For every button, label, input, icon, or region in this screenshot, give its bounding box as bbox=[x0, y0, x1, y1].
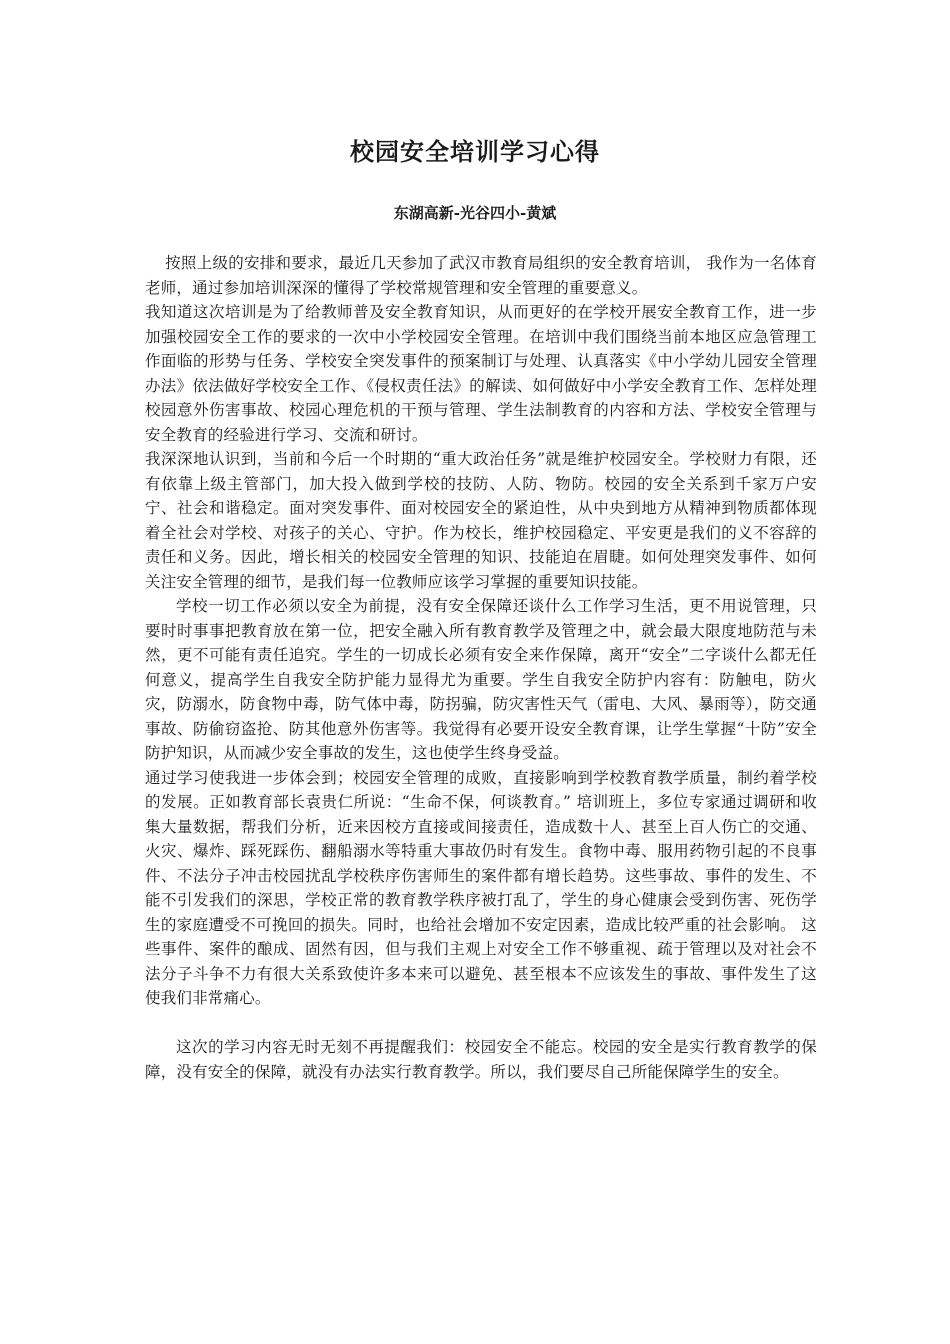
paragraph-4: 学校一切工作必须以安全为前提，没有安全保障还谈什么工作学习生活，更不用说管理，只要时时事事把教育放在第一位，把安全融入所有教育教学及管理之中，就会最大限度地防范与未然，更不可能有责任追究。学生的一切成长必须有安全来作保障，离开“安全”二字谈什么都无任何意义，提高学生自我安全防护能力显得尤为重要。学生自我安全防护内容有：防触电，防火灾，防溺水，防食物中毒，防气体中毒，防拐骗，防灾害性天气（雷电、大风、暴雨等），防交通事故、防偷窃盗抢、防其他意外伤害等。我觉得有必要开设安全教育课，让学生掌握“十防”安全防护知识，从而减少安全事故的发生，这也使学生终身受益。 bbox=[145, 597, 817, 762]
paragraph-spacer bbox=[145, 1011, 817, 1036]
document-title: 校园安全培训学习心得 bbox=[350, 137, 600, 166]
paragraph-3: 我深深地认识到，当前和今后一个时期的“重大政治任务”就是维护校园安全。学校财力有限，还有依靠上级主管部门，加大投入做到学校的技防、人防、物防。校园的安全关系到千家万户安宁、社会和谐稳定。面对突发事件、面对校园安全的紧迫性，从中央到地方从精神到物质都体现着全社会对学校、对孩子的关心、守护。作为校长，维护校园稳定、平安更是我们的义不容辞的责任和义务。因此，增长相关的校园安全管理的知识、技能迫在眉睫。如何处理突发事件、如何关注安全管理的细节，是我们每一位教师应该学习掌握的重要知识技能。 bbox=[145, 450, 817, 591]
paragraph-1: 按照上级的安排和要求，最近几天参加了武汉市教育局组织的安全教育培训， 我作为一名体育老师，通过参加培训深深的懂得了学校常规管理和安全管理的重要意义。 bbox=[145, 254, 817, 297]
document-body bbox=[145, 251, 817, 1084]
paragraph-5: 通过学习使我进一步体会到；校园安全管理的成败，直接影响到学校教育教学质量，制约着学校的发展。正如教育部长袁贵仁所说：“生命不保，何谈教育。” 培训班上，多位专家通过调研和收集大量数据，帮我们分析，近来因校方直接或间接责任，造成数十人、甚至上百人伤亡的交通、火灾、爆炸、踩死踩伤、翻船溺水等特重大事故仍时有发生。食物中毒、服用药物引起的不良事件、不法分子冲击校园扰乱学校秩序伤害师生的案件都有增长趋势。这些事故、事件的发生、不能不引发我们的深思，学校正常的教育教学秩序被打乱了，学生的身心健康会受到伤害、死伤学生的家庭遭受不可挽回的损失。同时，也给社会增加不安定因素，造成比较严重的社会影响。 这些事件、案件的酿成、固然有因，但与我们主观上对安全工作不够重视、疏于管理以及对社会不法分子斗争不力有很大关系致使许多本来可以避免、甚至根本不应该发生的事故、事件发生了这使我们非常痛心。 bbox=[145, 768, 818, 1007]
paragraph-6: 这次的学习内容无时无刻不再提醒我们：校园安全不能忘。校园的安全是实行教育教学的保障，没有安全的保障，就没有办法实行教育教学。所以，我们要尽自己所能保障学生的安全。 bbox=[145, 1038, 817, 1081]
paragraph-2: 我知道这次培训是为了给教师普及安全教育知识，从而更好的在学校开展安全教育工作，进一步加强校园安全工作的要求的一次中小学校园安全管理。在培训中我们围绕当前本地区应急管理工作面临的形势与任务、学校安全突发事件的预案制订与处理、认真落实《中小学幼儿园安全管理办法》依法做好学校安全工作、《侵权责任法》的解读、如何做好中小学安全教育工作、怎样处理校园意外伤害事故、校园心理危机的干预与管理、学生法制教育的内容和方法、学校安全管理与安全教育的经验进行学习、交流和研讨。 bbox=[145, 303, 817, 444]
document-author: 东湖高新-光谷四小-黄斌 bbox=[393, 204, 557, 222]
